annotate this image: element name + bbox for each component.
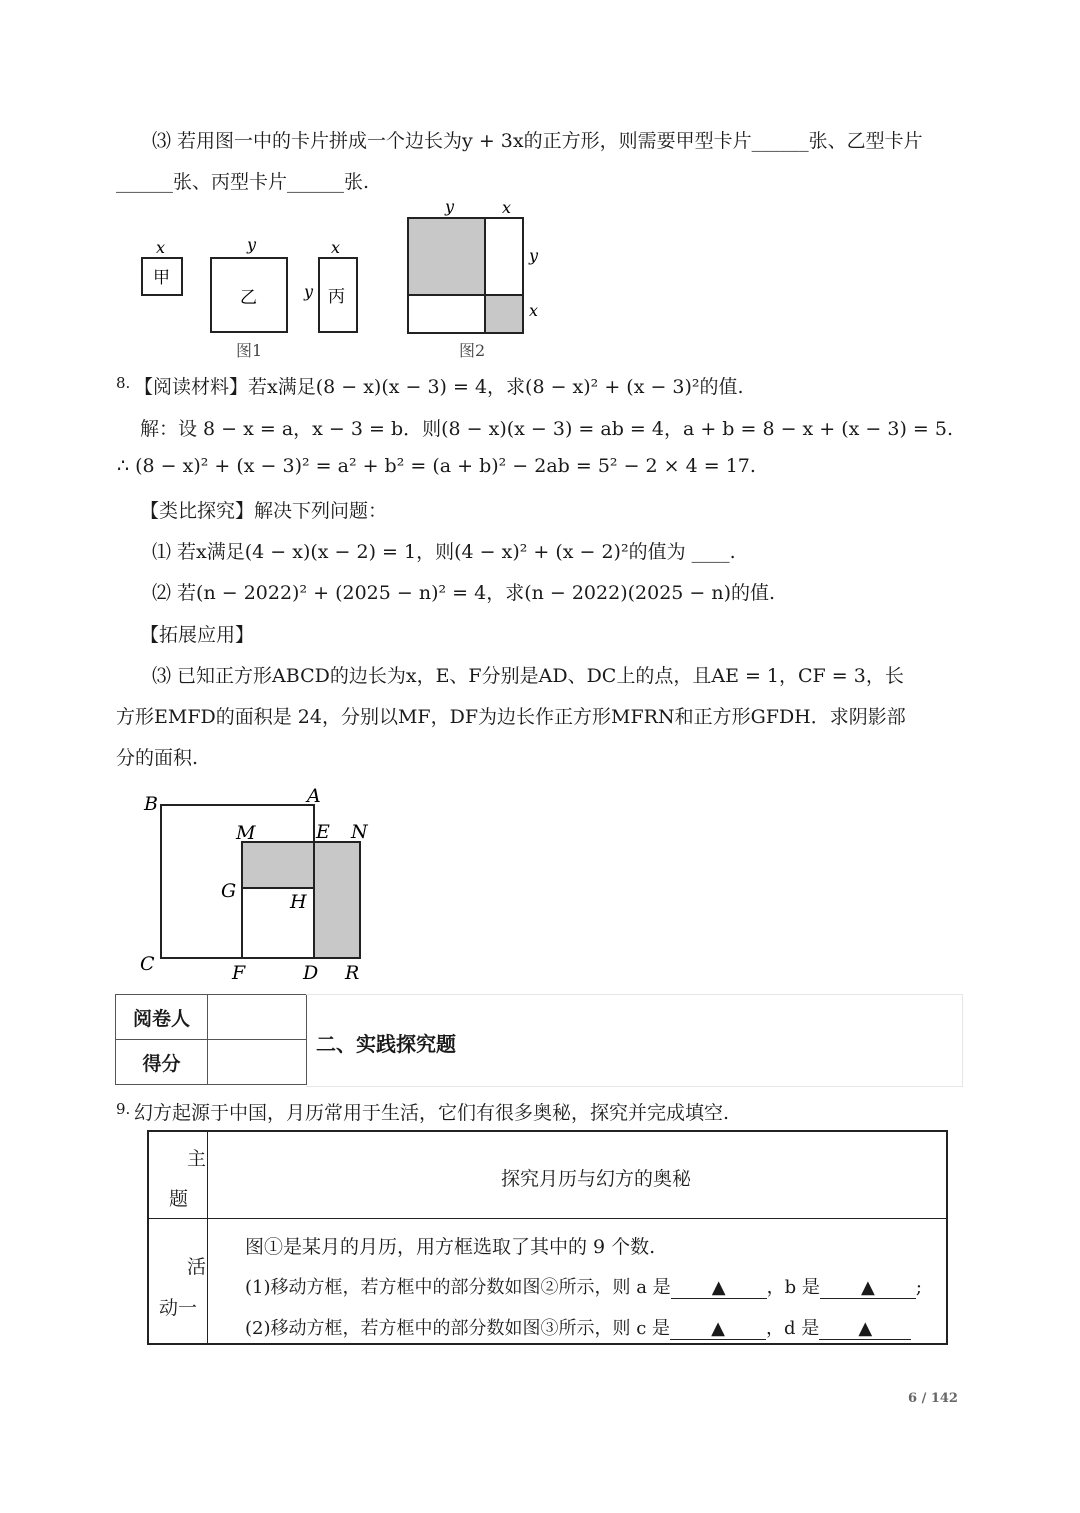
page-number: 6 / 142 [908, 1391, 958, 1406]
blank-d: ▲ [819, 1318, 911, 1340]
point-f: F [232, 962, 246, 984]
card-jia-label: 甲 [153, 268, 170, 288]
q8-solution-line: 解：设 8 − x = a，x − 3 = b．则(8 − x)(x − 3) = ab = 4，a + b = 8 − x + (x − 3) = 5. [140, 418, 954, 440]
activity-line3-b: ，d 是 [766, 1318, 820, 1339]
reviewer-cell [208, 995, 307, 1040]
shaded-rect-ednr [314, 842, 360, 958]
q8-sub3-line2: 方形EMFD的面积是 24，分别以MF，DF为边长作正方形MFRN和正方形GFDH．求阴影部 [116, 706, 906, 728]
reviewer-label: 阅卷人 [116, 995, 208, 1040]
topic-value: 探究月历与幻方的奥秘 [501, 1168, 692, 1190]
card-yi-label: 乙 [240, 288, 257, 308]
activity-line1: 图①是某月的月历，用方框选取了其中的 9 个数. [245, 1236, 656, 1258]
point-b: B [144, 793, 158, 815]
topic-label-2: 题 [169, 1188, 189, 1210]
point-g: G [221, 880, 237, 902]
fig2-caption: 图2 [459, 341, 486, 360]
q8-sub3-line3: 分的面积. [116, 747, 199, 769]
blank-b: ▲ [820, 1277, 916, 1299]
fig2-square-y [408, 218, 485, 295]
fig2-square-x [485, 295, 523, 333]
q8-therefore-line: ∴ (8 − x)² + (x − 3)² = a² + b² = (a + b)² − 2ab = 5² − 2 × 4 = 17. [117, 455, 756, 477]
shaded-rect-mgeh [242, 842, 314, 888]
q8-sub3-line1: ⑶ 已知正方形ABCD的边长为x，E、F分别是AD、DC上的点，且AE = 1，CF = 3，长 [152, 665, 904, 687]
card-bing-label: 丙 [328, 287, 345, 307]
score-cell [208, 1040, 307, 1085]
q8-extend-heading: 【拓展应用】 [140, 624, 255, 646]
fig1-label-y: y [247, 235, 257, 254]
section-title: 二、实践探究题 [316, 1032, 456, 1056]
point-r: R [345, 962, 360, 984]
fig2-right-x: x [529, 301, 539, 320]
activity-line3-a: (2)移动方框，若方框中的部分数如图③所示，则 c 是 [245, 1318, 671, 1339]
square-geometry-figure [130, 780, 390, 988]
topic-table [147, 1130, 948, 1345]
card-figures [120, 195, 560, 365]
fig2-top-y: y [445, 197, 455, 216]
blank-a: ▲ [671, 1277, 767, 1299]
q8-sub2: ⑵ 若(n − 2022)² + (2025 − n)² = 4，求(n − 2022)(2025 − n)的值. [152, 582, 776, 604]
activity-label-1: 活 [187, 1256, 207, 1278]
fig1-caption: 图1 [236, 341, 263, 360]
q8-analogy-heading: 【类比探究】解决下列问题： [140, 500, 388, 522]
fig2-top-x: x [502, 198, 512, 217]
activity-line2-b: ，b 是 [766, 1277, 820, 1298]
activity-label-2: 动一 [159, 1297, 198, 1319]
score-table [115, 994, 307, 1085]
q9-number: 9. [116, 1100, 131, 1118]
point-c: C [140, 953, 155, 975]
q8-sub1: ⑴ 若x满足(4 − x)(x − 2) = 1，则(4 − x)² + (x − 2)²的值为 ____. [152, 541, 736, 563]
fig2-right-y: y [529, 246, 539, 265]
blank-c: ▲ [670, 1318, 766, 1340]
q8-number: 8. [116, 374, 131, 392]
point-n: N [351, 821, 368, 843]
figure-2 [408, 197, 539, 360]
q9-text: 幻方起源于中国，月历常用于生活，它们有很多奥秘，探究并完成填空. [134, 1102, 730, 1124]
topic-label-1: 主 [187, 1148, 207, 1170]
point-e: E [316, 821, 330, 843]
q8-reading-material: 【阅读材料】若x满足(8 − x)(x − 3) = 4，求(8 − x)² + (x − 3)²的值. [134, 376, 744, 398]
score-label: 得分 [116, 1040, 208, 1085]
fig1-label-x2: x [331, 238, 341, 257]
figure-1 [142, 235, 357, 360]
point-d: D [303, 962, 319, 984]
activity-line2-a: (1)移动方框，若方框中的部分数如图②所示，则 a 是 [245, 1277, 671, 1298]
point-h: H [290, 891, 307, 913]
q7-part3-line1: ⑶ 若用图一中的卡片拼成一个边长为y + 3x的正方形，则需要甲型卡片______张、乙型卡片 [152, 130, 923, 152]
point-a: A [307, 785, 321, 807]
point-m: M [236, 822, 256, 844]
activity-line2-c: ; [915, 1277, 922, 1298]
q7-part3-line2: ______张、丙型卡片______张. [116, 171, 370, 193]
activity-line2 [245, 1273, 922, 1299]
fig1-side-y: y [304, 282, 314, 301]
fig1-label-x1: x [156, 238, 166, 257]
activity-line3 [245, 1314, 911, 1340]
